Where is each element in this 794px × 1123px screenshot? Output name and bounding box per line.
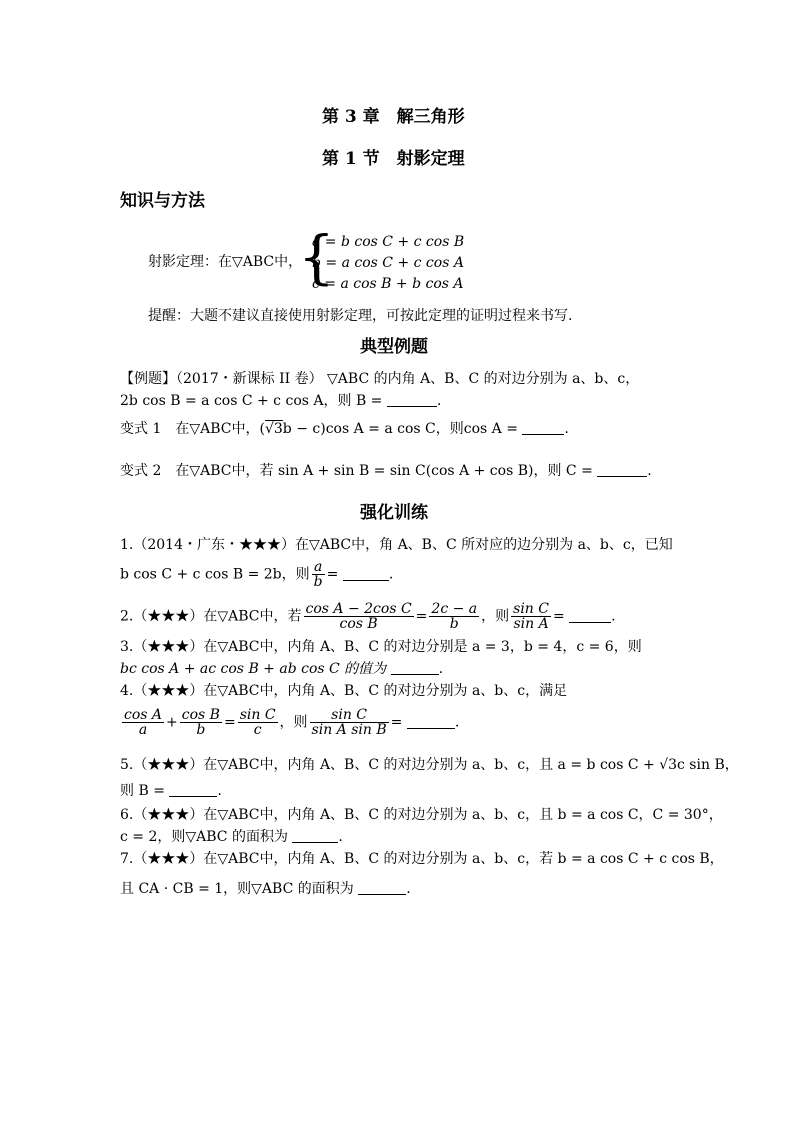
problem-1-line-2: b cos C + c cos B = 2b，则 $\frac{a}{b}$ = .	[120, 559, 394, 590]
answer-blank	[597, 462, 647, 477]
problem-5-line-1: 5.（★★★）在▽ABC中，内角 A、B、C 的对边分别为 a、b、c，且 a = b cos C + √3c sin B，	[120, 757, 739, 773]
fraction-den: a	[138, 722, 148, 738]
fraction-num: cos A − 2cos C	[305, 601, 412, 617]
problem-7-line-1: 7.（★★★）在▽ABC中，内角 A、B、C 的对边分别为 a、b、c，若 b = a cos C + c cos B，	[120, 851, 724, 867]
fraction	[304, 602, 414, 631]
example-text: 2b cos B = a cos C + c cos A，则 B =	[120, 393, 383, 409]
problem-2-mid: ，则	[481, 608, 510, 625]
theorem-eq-3: c = a cos B + b cos A	[312, 276, 464, 292]
answer-blank	[407, 714, 455, 729]
answer-blank	[343, 566, 389, 581]
problem-4-line-2: $\frac{\text{cos A}}{a}$ + $\frac{\text{cos B}}{b}$ = $\frac{\text{sin C}}{c}$ ，则 $\frac{\text{sin C}}{\text{sin A sin B}}$ = .	[124, 707, 460, 738]
practice-heading: 强化训练	[360, 503, 428, 523]
example-line-2: 2b cos B = a cos C + c cos A，则 B = .	[120, 393, 442, 409]
answer-blank	[358, 880, 406, 895]
theorem-eq-2: b = a cos C + c cos A	[312, 255, 464, 271]
fraction-num: sin C	[310, 708, 389, 723]
fraction-den: sin A sin B	[311, 722, 387, 738]
problem-5-text: 则 B =	[120, 783, 165, 799]
problem-6-line-2: c = 2，则▽ABC 的面积为 .	[120, 829, 343, 845]
variant-2-text: 变式 2 在▽ABC中，若 sin A + sin B = sin C(cos A + cos B)，则 C =	[120, 463, 593, 479]
fraction-den: sin A	[513, 616, 549, 632]
sqrt-icon: √3	[264, 421, 283, 437]
fraction-num: a	[312, 560, 325, 575]
answer-blank	[391, 660, 439, 675]
answer-blank	[522, 420, 564, 435]
problem-2-prefix: 2.（★★★）在▽ABC中，若	[120, 608, 302, 625]
answer-blank	[169, 782, 217, 797]
brace-icon: {	[298, 223, 335, 291]
answer-blank	[292, 828, 338, 843]
problem-6-line-1: 6.（★★★）在▽ABC中，内角 A、B、C 的对边分别为 a、b、c，且 b = a cos C，C = 30°，	[120, 807, 723, 823]
fraction	[312, 560, 325, 589]
problem-3-line-2: bc cos A + ac cos B + ab cos C 的值为 .	[120, 661, 444, 677]
fraction	[429, 602, 479, 631]
problem-7-line-2: 且 CA · CB = 1，则▽ABC 的面积为 .	[120, 881, 411, 897]
theorem-intro: 射影定理：在▽ABC中，	[148, 254, 303, 270]
fraction	[310, 708, 389, 737]
fraction-num: sin C	[239, 707, 276, 723]
fraction-num: cos B	[181, 707, 220, 723]
variant-2: 变式 2 在▽ABC中，若 sin A + sin B = sin C(cos A + cos B)，则 C = .	[120, 463, 652, 479]
fraction	[511, 602, 551, 631]
fraction	[122, 708, 164, 737]
answer-blank	[569, 608, 611, 623]
chapter-title: 第 3 章 解三角形	[322, 107, 465, 127]
fraction	[180, 708, 222, 737]
fraction-den: cos B	[339, 616, 378, 632]
answer-blank	[387, 392, 437, 407]
problem-6-text: c = 2，则▽ABC 的面积为	[120, 829, 288, 845]
problem-1-line-1: 1.（2014・广东・★★★）在▽ABC中，角 A、B、C 所对应的边分别为 a、b、c，已知	[120, 537, 673, 553]
fraction-num: sin C	[513, 601, 549, 617]
problem-2: 2.（★★★）在▽ABC中，若 $\frac{\text{cos A − 2cos C}}{\text{cos B}}$ = $\frac{2c - a}{b}$ ，则 $\frac{\text{sin C}}{\text{sin A}}$ = .	[120, 601, 616, 632]
examples-heading: 典型例题	[360, 337, 428, 357]
problem-4-line-1: 4.（★★★）在▽ABC中，内角 A、B、C 的对边分别为 a、b、c，满足	[120, 683, 568, 699]
problem-7-text: 且 CA · CB = 1，则▽ABC 的面积为	[120, 881, 354, 897]
variant-1: 变式 1 在▽ABC中，(√3b − c)cos A = a cos C，则cos A = .	[120, 421, 569, 437]
example-line-1: 【例题】（2017・新课标 II 卷） ▽ABC 的内角 A、B、C 的对边分别为 a、b、c，	[120, 371, 640, 387]
theorem-eq-1: a = b cos C + c cos B	[312, 234, 465, 250]
knowledge-heading: 知识与方法	[120, 191, 205, 211]
problem-3-text: bc cos A + ac cos B + ab cos C 的值为	[120, 661, 387, 677]
fraction-den: c	[253, 722, 262, 738]
problem-4-mid: ，则	[279, 714, 308, 731]
variant-1-rest: b − c)cos A = a cos C，则cos A =	[282, 421, 518, 437]
reminder: 提醒：大题不建议直接使用射影定理，可按此定理的证明过程来书写.	[148, 308, 573, 324]
problem-5-line-2: 则 B = .	[120, 783, 222, 799]
fraction-num: 2c − a	[431, 601, 478, 617]
fraction-den: b	[313, 574, 323, 590]
fraction	[238, 708, 278, 737]
problem-1-text: b cos C + c cos B = 2b，则	[120, 566, 310, 583]
fraction-den: b	[196, 722, 206, 738]
fraction-den: b	[449, 616, 459, 632]
problem-3-line-1: 3.（★★★）在▽ABC中，内角 A、B、C 的对边分别是 a = 3，b = 4，c = 6，则	[120, 639, 642, 655]
fraction-num: cos A	[124, 707, 163, 723]
variant-1-prefix: 变式 1 在▽ABC中，(	[120, 421, 265, 437]
section-title: 第 1 节 射影定理	[322, 149, 465, 169]
